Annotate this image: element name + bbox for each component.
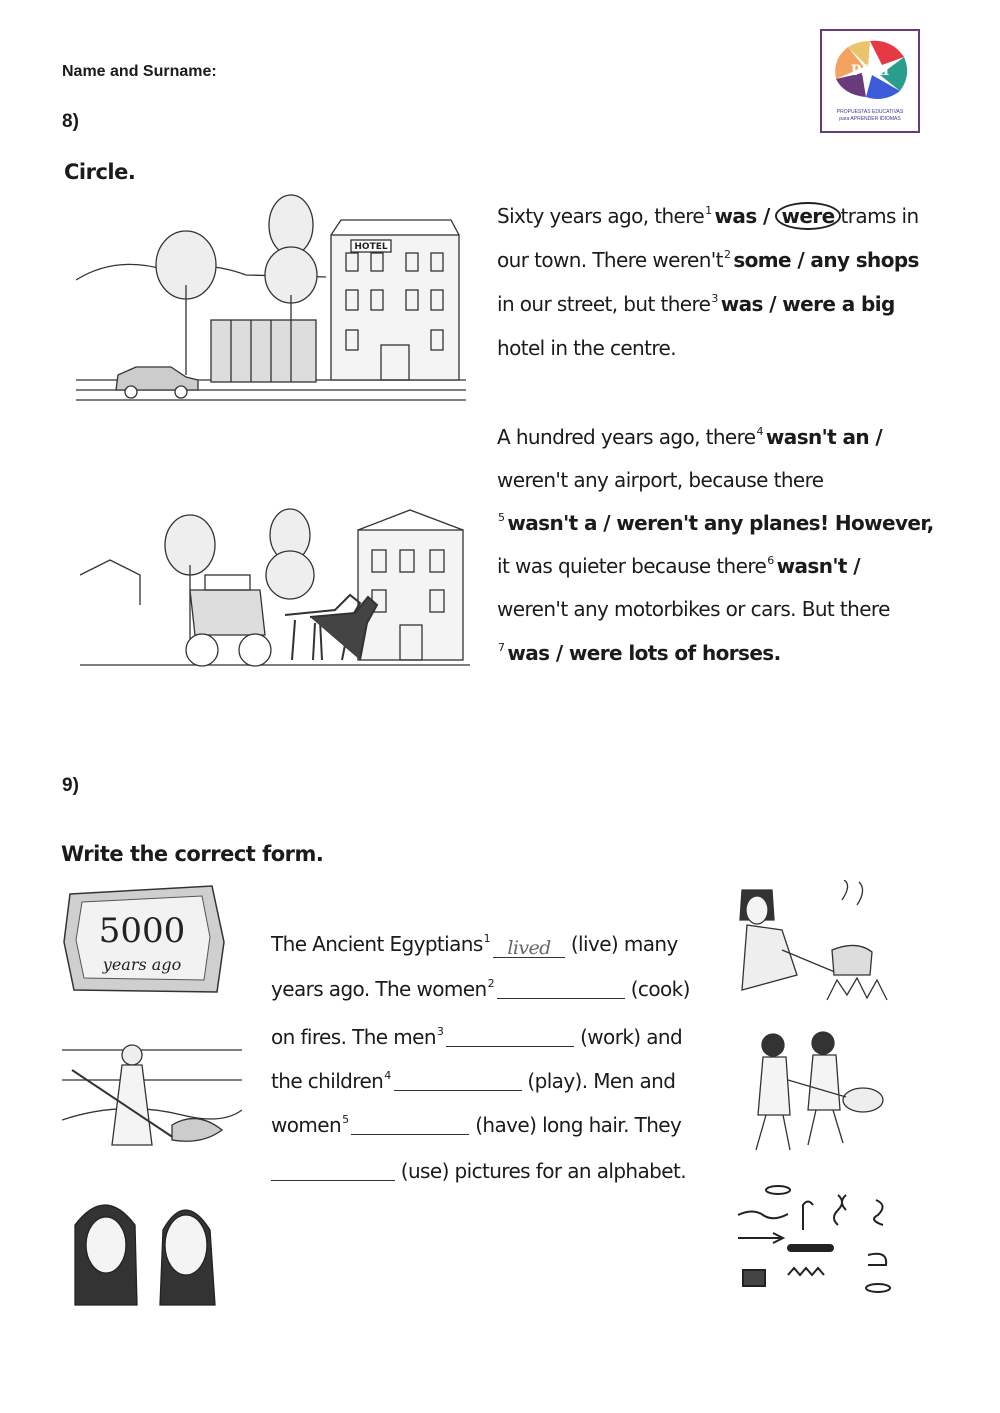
- ex8-para1-line2: our town. There $weren't^2$ some / any shops: [497, 248, 919, 272]
- ex8-para2-line2: weren't any airport, because there: [497, 468, 824, 492]
- logo-line2: para APRENDER IDIOMAS: [839, 116, 901, 122]
- ex8-para2-line6: $^7$ was / were lots of horses.: [498, 641, 781, 665]
- ex9-line6: (use) pictures for an alphabet.: [271, 1159, 686, 1183]
- answer-blank-4[interactable]: [394, 1072, 522, 1091]
- peai-logo: [820, 29, 920, 133]
- answer-blank-6[interactable]: [271, 1162, 395, 1181]
- town-hotel-illustration: [76, 185, 466, 410]
- ex8-para2-line3: $^5$ wasn't a / weren't any planes! However,: [498, 511, 934, 535]
- choice-some-any[interactable]: some / any shops: [733, 248, 919, 272]
- answer-blank-2[interactable]: [497, 980, 625, 999]
- ex8-para1-line3: in our street, but there$^3$ was / were a big: [497, 292, 895, 316]
- choice-was-were-lots[interactable]: was / were lots of horses.: [507, 641, 781, 665]
- cooking-woman-illustration: [722, 880, 897, 1005]
- answer-lived: lived: [507, 937, 551, 959]
- choice-was-were[interactable]: was / were a big: [720, 292, 895, 316]
- logo-brand-text: PEAI: [850, 63, 890, 79]
- name-surname-label: Name and Surname:: [62, 63, 217, 80]
- answer-blank-3[interactable]: [446, 1028, 574, 1047]
- hieroglyphs-illustration: [728, 1180, 898, 1300]
- logo-line1: PROPUESTAS EDUCATIVAS: [836, 109, 904, 115]
- exercise-9-instruction: Write the correct form.: [61, 842, 324, 866]
- stone-line1: 5000: [98, 911, 186, 951]
- answer-blank-1[interactable]: [493, 935, 565, 958]
- children-playing-illustration: [728, 1025, 888, 1155]
- carriage-horses-illustration: [80, 505, 470, 680]
- ex9-line4: the children$^4$ (play). Men and: [271, 1069, 676, 1093]
- ex9-line5: women$^5$ (have) long hair. They: [271, 1113, 682, 1137]
- answer-blank-5[interactable]: [351, 1116, 469, 1135]
- egyptian-faces-illustration: [65, 1190, 240, 1310]
- exercise-9-number: 9): [62, 775, 79, 796]
- ex8-para2-line5: weren't any motorbikes or cars. But there: [497, 597, 890, 621]
- ex8-para2-line1: A hundred years ago, there$^4$ wasn't an /: [497, 425, 883, 449]
- farmer-illustration: [62, 1030, 242, 1155]
- ex9-line1: The Ancient Egyptians$^1$ lived (live) many: [271, 932, 678, 959]
- ex9-line2: years ago. The women$^2$ (cook): [271, 977, 690, 1001]
- circled-answer-were[interactable]: were: [775, 202, 840, 230]
- ex8-para1-line4: hotel in the centre.: [497, 336, 677, 360]
- choice-wasnt[interactable]: wasn't /: [776, 554, 860, 578]
- choice-wasnt-a[interactable]: wasn't a / weren't any planes! However,: [507, 511, 934, 535]
- stone-line2: years ago: [102, 955, 182, 974]
- exercise-8-number: 8): [62, 111, 79, 132]
- hotel-sign: HOTEL: [354, 242, 388, 252]
- logo-graphic: [822, 35, 918, 105]
- exercise-8-instruction: Circle.: [64, 160, 136, 184]
- ex8-para1-line1: Sixty years ago, there$^1$ was / were trams in: [497, 204, 919, 228]
- ex8-para2-line4: it was quieter because there$^6$ wasn't /: [497, 554, 860, 578]
- choice-wasnt-an[interactable]: wasn't an /: [765, 425, 883, 449]
- ex9-line3: on fires. The men$^3$ (work) and: [271, 1025, 683, 1049]
- stone-5000-years-ago: [62, 882, 227, 997]
